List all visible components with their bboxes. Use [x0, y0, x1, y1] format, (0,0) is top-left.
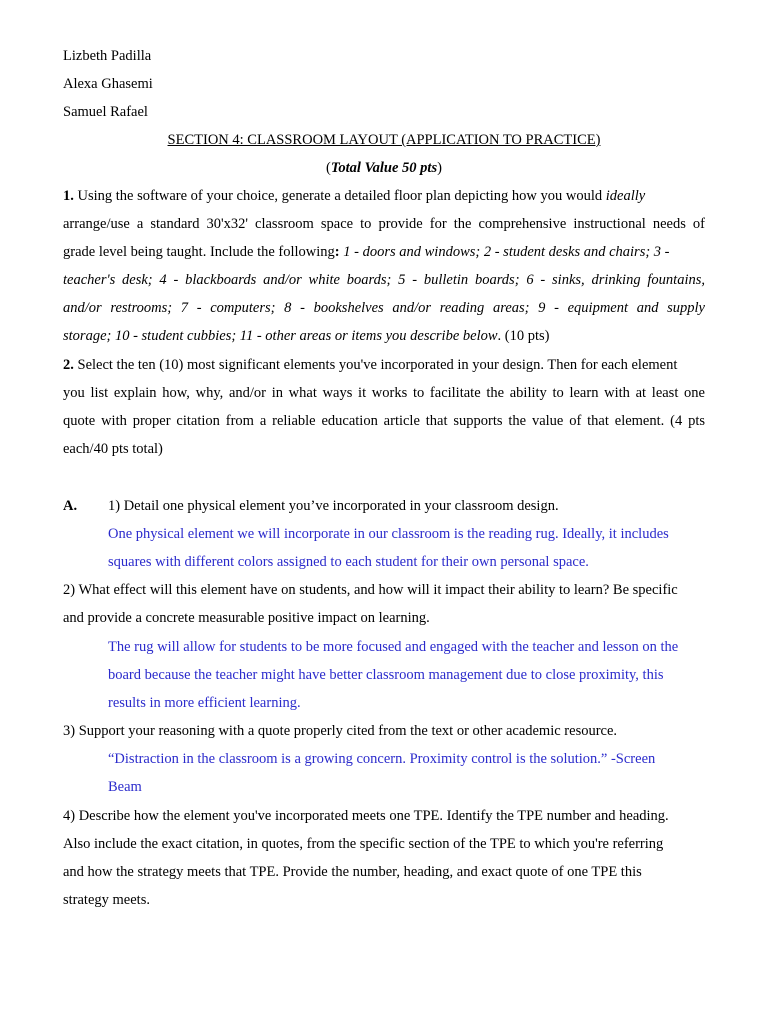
answer-1-line: squares with different colors assigned to each student for their own personal space. [108, 554, 589, 570]
q2-line: 2. Select the ten (10) most significant elements you've incorporated in your design. Then for each element [63, 357, 678, 373]
answer-3-line: “Distraction in the classroom is a growing concern. Proximity control is the solution.” -Screen [108, 751, 656, 767]
q2-number: 2. [63, 357, 74, 373]
answer-2-line: board because the teacher might have better classroom management due to close proximity, this [108, 667, 664, 683]
total-value: (Total Value 50 pts) [326, 160, 442, 176]
q1-line: and/or restrooms; 7 - computers; 8 - bookshelves and/or reading areas; 9 - equipment and supply [63, 300, 705, 316]
prompt-3: 3) Support your reasoning with a quote properly cited from the text or other academic resource. [63, 723, 618, 739]
part-a-label: A. [63, 498, 78, 514]
answer-3-line: Beam [108, 779, 142, 795]
prompt-4-line: and how the strategy meets that TPE. Provide the number, heading, and exact quote of one TPE this [63, 864, 642, 880]
prompt-4-line: 4) Describe how the element you've incorporated meets one TPE. Identify the TPE number and heading. [63, 808, 669, 824]
prompt-4-line: Also include the exact citation, in quotes, from the specific section of the TPE to which you're referring [63, 836, 664, 852]
prompt-1: 1) Detail one physical element you’ve incorporated in your classroom design. [108, 498, 559, 514]
q2-line: quote with proper citation from a reliable education article that supports the value of that element. (4 pts [63, 413, 705, 429]
answer-1-line: One physical element we will incorporate in our classroom is the reading rug. Ideally, it includes [108, 526, 669, 542]
prompt-2-line: 2) What effect will this element have on students, and how will it impact their ability to learn? Be specific [63, 582, 678, 598]
q1-line: storage; 10 - student cubbies; 11 - other areas or items you describe below. (10 pts) [63, 328, 550, 344]
q2-line: each/40 pts total) [63, 441, 163, 457]
q1-line: arrange/use a standard 30'x32' classroom space to provide for the comprehensive instructional needs of [63, 216, 705, 232]
author-name: Samuel Rafael [63, 104, 148, 120]
q1-line: 1. Using the software of your choice, generate a detailed floor plan depicting how you would ideally [63, 188, 646, 204]
q1-line: teacher's desk; 4 - blackboards and/or white boards; 5 - bulletin boards; 6 - sinks, drinking fountains, [63, 272, 705, 288]
prompt-4-line: strategy meets. [63, 892, 150, 908]
answer-2-line: results in more efficient learning. [108, 695, 301, 711]
answer-2-line: The rug will allow for students to be more focused and engaged with the teacher and lesson on the [108, 639, 679, 655]
q1-number: 1. [63, 188, 74, 204]
q2-line: you list explain how, why, and/or in what ways it works to facilitate the ability to learn with at least one [63, 385, 705, 401]
q1-line: grade level being taught. Include the following: 1 - doors and windows; 2 - student desks and chairs; 3 - [63, 244, 670, 260]
author-name: Lizbeth Padilla [63, 48, 152, 64]
section-title: SECTION 4: CLASSROOM LAYOUT (APPLICATION TO PRACTICE) [167, 132, 601, 148]
prompt-2-line: and provide a concrete measurable positive impact on learning. [63, 610, 430, 626]
author-name: Alexa Ghasemi [63, 76, 153, 92]
